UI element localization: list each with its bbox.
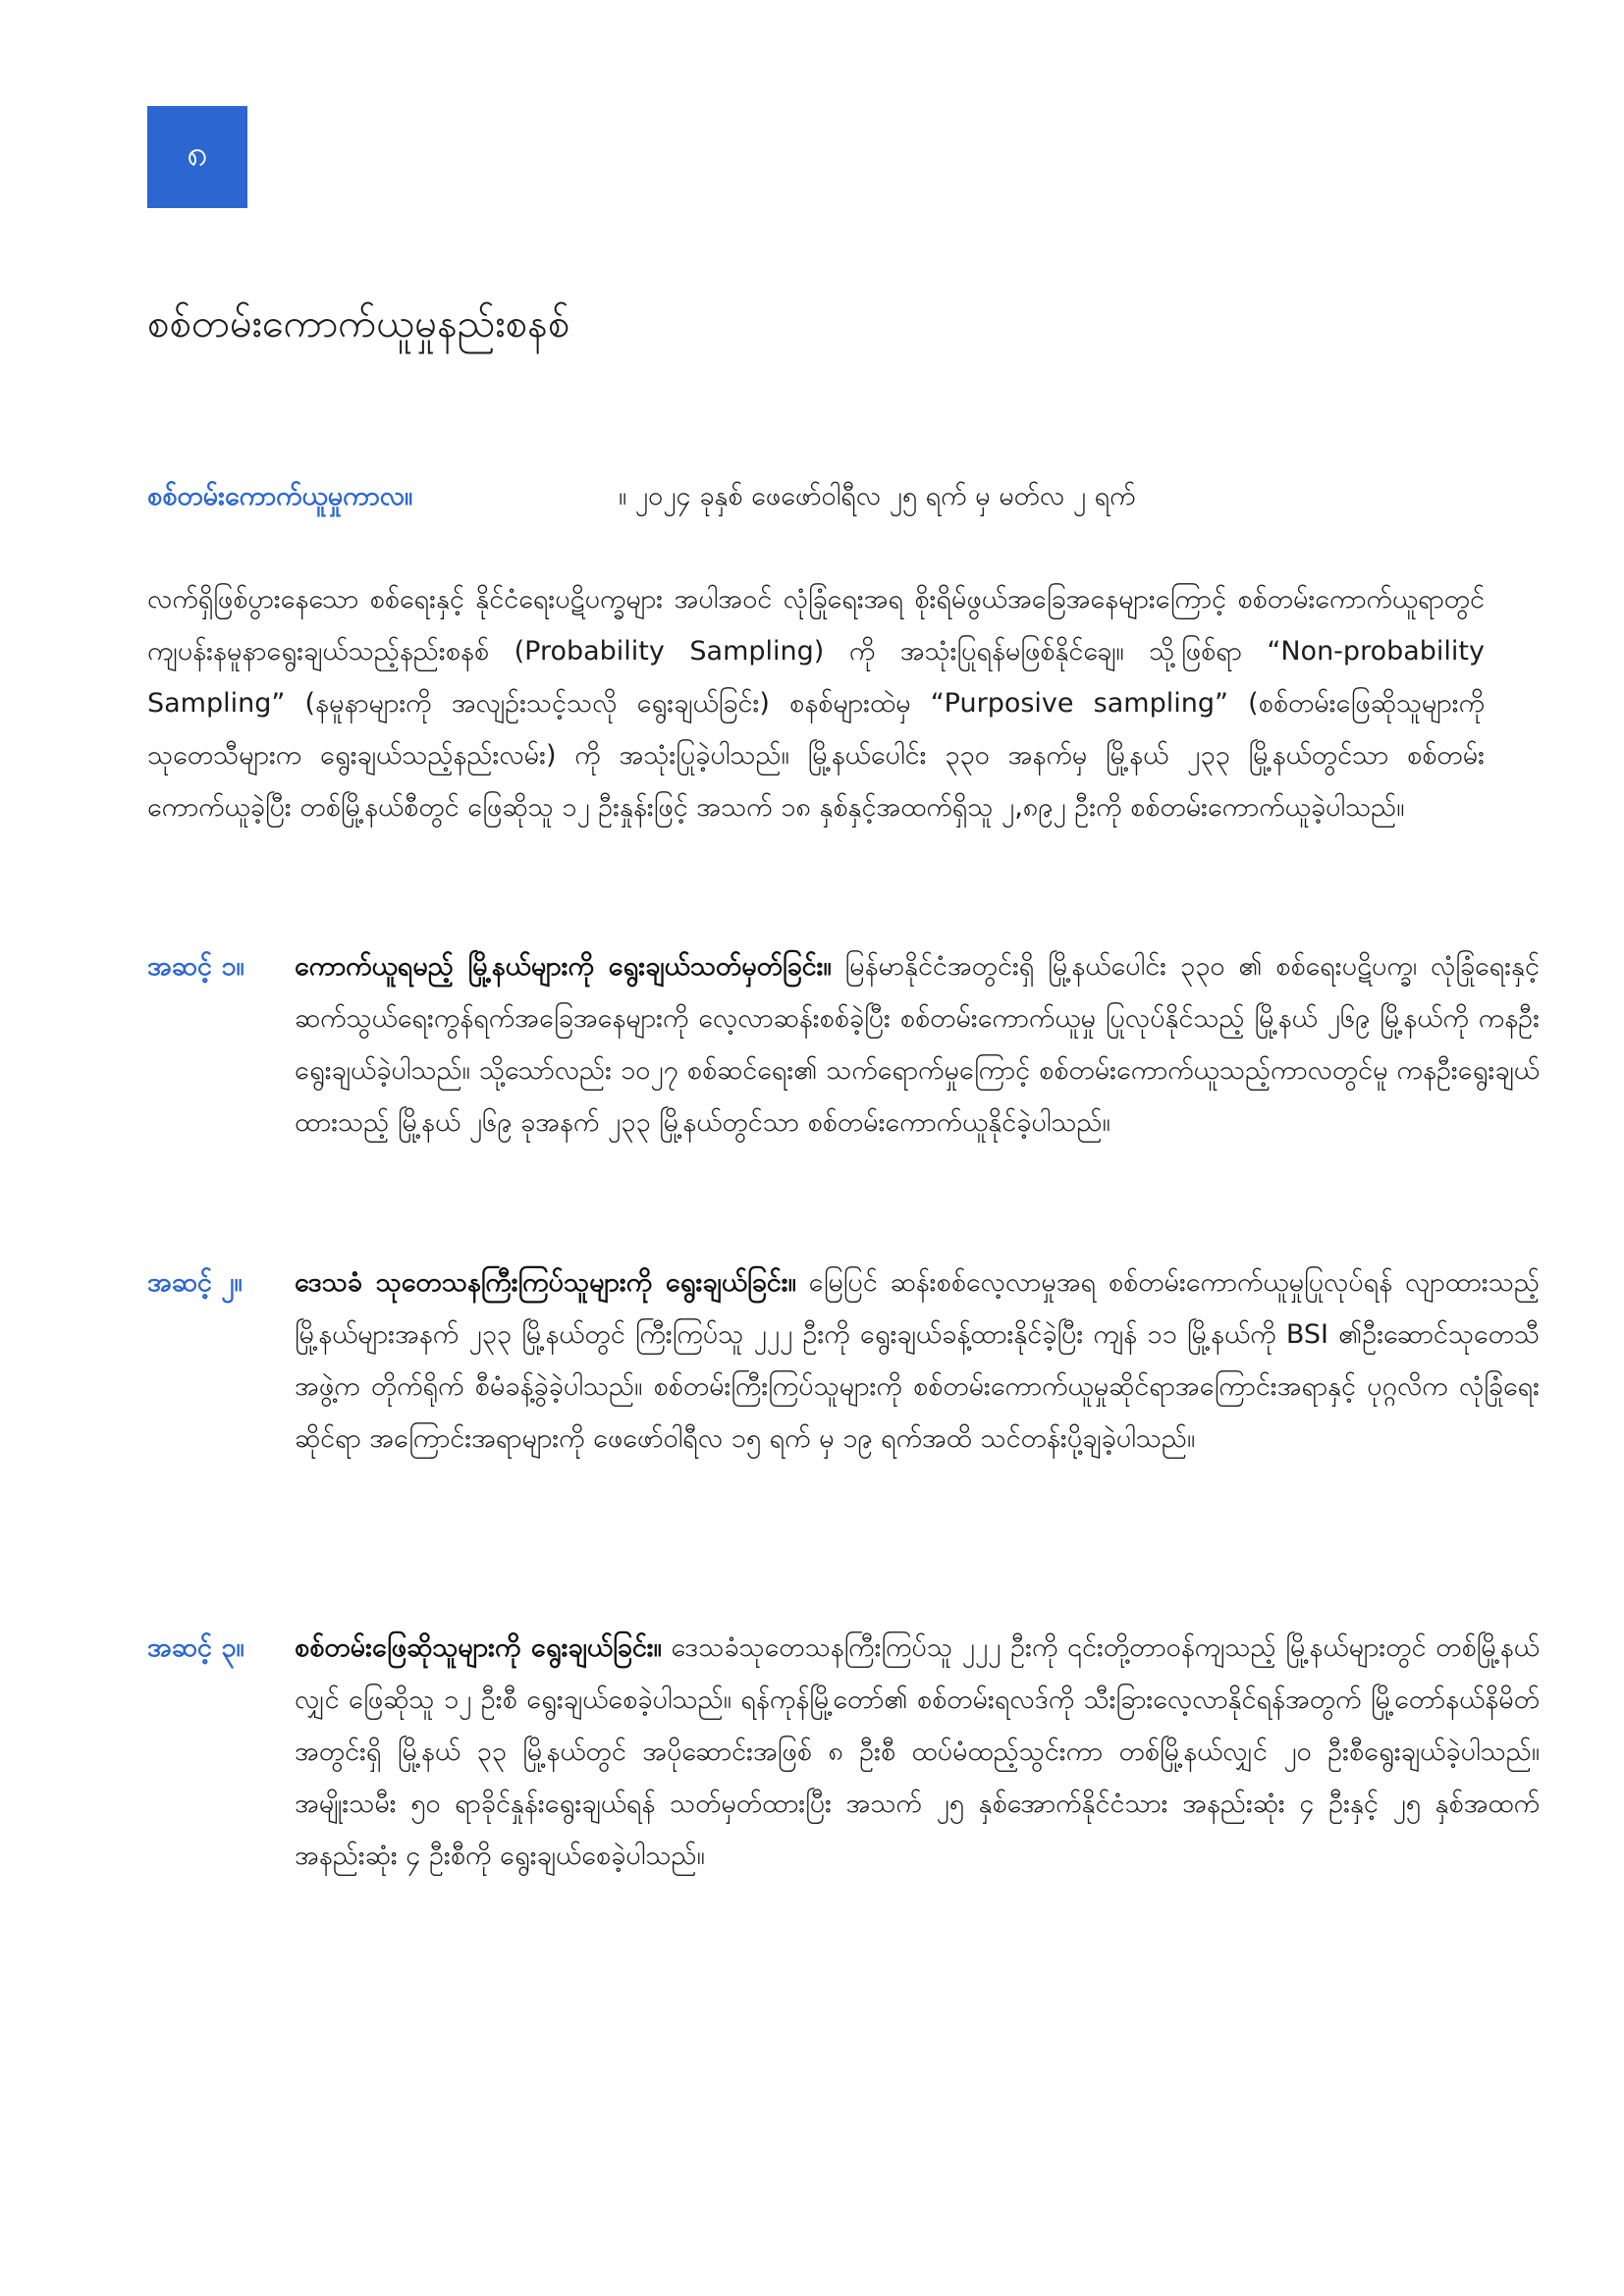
step-2-body xyxy=(295,1256,1540,1465)
page-number-badge xyxy=(147,106,247,208)
step-2-label: အဆင့် ၂။ xyxy=(147,1267,243,1298)
step-2-heading: ဒေသခံ သုတေသနကြီးကြပ်သူများကို ရွေးချယ်ခြင်း။ xyxy=(295,1267,796,1298)
page-title: စစ်တမ်းကောက်ယူမှုနည်းစနစ် xyxy=(147,301,570,347)
step-2-text: မြေပြင် ဆန်းစစ်လေ့လာမှုအရ စစ်တမ်းကောက်ယူမှုပြုလုပ်ရန် လျာထားသည့် မြို့နယ်များအနက် ၂၃၃ မြို့နယ်တွင် ကြီးကြပ်သူ ၂၂၂ ဦးကို ရွေးချယ်ခန့်ထားနိုင်ခဲ့ပြီး ကျန် ၁၁ မြို့နယ်ကို BSI ၏ဦးဆောင်သုတေသီအဖွဲ့က တိုက်ရိုက် စီမံခန့်ခွဲခဲ့ပါသည်။ စစ်တမ်းကြီးကြပ်သူများကို စစ်တမ်းကောက်ယူမှုဆိုင်ရာအကြောင်းအရာနှင့် ပုဂ္ဂလိက လုံခြုံရေးဆိုင်ရာ အကြောင်းအရာများကို ဖေဖော်ဝါရီလ ၁၅ ရက် မှ ၁၉ ရက်အထိ သင်တန်းပို့ချခဲ့ပါသည်။ xyxy=(295,1267,1540,1454)
survey-period-label: စစ်တမ်းကောက်ယူမှုကာလ။ xyxy=(147,481,413,511)
survey-period-row xyxy=(147,469,1473,524)
step-1-body xyxy=(295,940,1540,1148)
step-3-label: အဆင့် ၃။ xyxy=(147,1632,244,1663)
step-1-text: မြန်မာနိုင်ငံအတွင်းရှိ မြို့နယ်ပေါင်း ၃၃၀ ၏ စစ်ရေးပဋိပက္ခ၊ လုံခြုံရေးနှင့် ဆက်သွယ်ရေးကွန်ရက်အခြေအနေများကို လေ့လာဆန်းစစ်ခဲ့ပြီး စစ်တမ်းကောက်ယူမှု ပြုလုပ်နိုင်သည့် မြို့နယ် ၂၆၉ မြို့နယ်ကို ကနဦးရွေးချယ်ခဲ့ပါသည်။ သို့သော်လည်း ၁၀၂၇ စစ်ဆင်ရေး၏ သက်ရောက်မှုကြောင့် စစ်တမ်းကောက်ယူသည့်ကာလတွင်မူ ကနဦးရွေးချယ်ထားသည့် မြို့နယ် ၂၆၉ ခုအနက် ၂၃၃ မြို့နယ်တွင်သာ စစ်တမ်းကောက်ယူနိုင်ခဲ့ပါသည်။ xyxy=(295,951,1540,1138)
intro-paragraph: လက်ရှိဖြစ်ပွားနေသော စစ်ရေးနှင့် နိုင်ငံရေးပဋိပက္ခများ အပါအဝင် လုံခြုံရေးအရ စိုးရိမ်ဖွယ်အခြေအနေများကြောင့် စစ်တမ်းကောက်ယူရာတွင် ကျပန်းနမူနာရွေးချယ်သည့်နည်းစနစ် (Probability Sampling) ကို အသုံးပြုရန်မဖြစ်နိုင်ချေ။ သို့ဖြစ်ရာ “Non-probability Sampling” (နမူနာများကို အလျဉ်းသင့်သလို ရွေးချယ်ခြင်း) စနစ်များထဲမှ “Purposive sampling” (စစ်တမ်းဖြေဆိုသူများကို သုတေသီများက ရွေးချယ်သည့်နည်းလမ်း) ကို အသုံးပြုခဲ့ပါသည်။ မြို့နယ်ပေါင်း ၃၃၀ အနက်မှ မြို့နယ် ၂၃၃ မြို့နယ်တွင်သာ စစ်တမ်းကောက်ယူခဲ့ပြီး တစ်မြို့နယ်စီတွင် ဖြေဆိုသူ ၁၂ ဦးနှုန်းဖြင့် အသက် ၁၈ နှစ်နှင့်အထက်ရှိသူ ၂,၈၉၂ ဦးကို စစ်တမ်းကောက်ယူခဲ့ပါသည်။ xyxy=(147,584,1485,823)
survey-period-value: ။ ၂၀၂၄ ခုနှစ် ဖေဖော်ဝါရီလ ၂၅ ရက် မှ မတ်လ ၂ ရက် xyxy=(619,481,1136,511)
step-1-label: အဆင့် ၁။ xyxy=(147,951,244,982)
step-3-body xyxy=(295,1622,1540,1882)
step-3-text: ဒေသခံသုတေသနကြီးကြပ်သူ ၂၂၂ ဦးကို ၎င်းတို့တာဝန်ကျသည့် မြို့နယ်များတွင် တစ်မြို့နယ်လျှင် ဖြေဆိုသူ ၁၂ ဦးစီ ရွေးချယ်စေခဲ့ပါသည်။ ရန်ကုန်မြို့တော်၏ စစ်တမ်းရလဒ်ကို သီးခြားလေ့လာနိုင်ရန်အတွက် မြို့တော်နယ်နိမိတ်အတွင်းရှိ မြို့နယ် ၃၃ မြို့နယ်တွင် အပိုဆောင်းအဖြစ် ၈ ဦးစီ ထပ်မံထည့်သွင်းကာ တစ်မြို့နယ်လျှင် ၂၀ ဦးစီရွေးချယ်ခဲ့ပါသည်။ အမျိုးသမီး ၅၀ ရာခိုင်နှုန်းရွေးချယ်ရန် သတ်မှတ်ထားပြီး အသက် ၂၅ နှစ်အောက်နိုင်ငံသား အနည်းဆုံး ၄ ဦးနှင့် ၂၅ နှစ်အထက် အနည်းဆုံး ၄ ဦးစီကို ရွေးချယ်စေခဲ့ပါသည်။ xyxy=(295,1632,1540,1871)
step-3-heading: စစ်တမ်းဖြေဆိုသူများကို ရွေးချယ်ခြင်း။ xyxy=(295,1632,662,1663)
page-number: ၈ xyxy=(187,132,208,175)
step-1-heading: ကောက်ယူရမည့် မြို့နယ်များကို ရွေးချယ်သတ်မှတ်ခြင်း။ xyxy=(295,951,832,982)
